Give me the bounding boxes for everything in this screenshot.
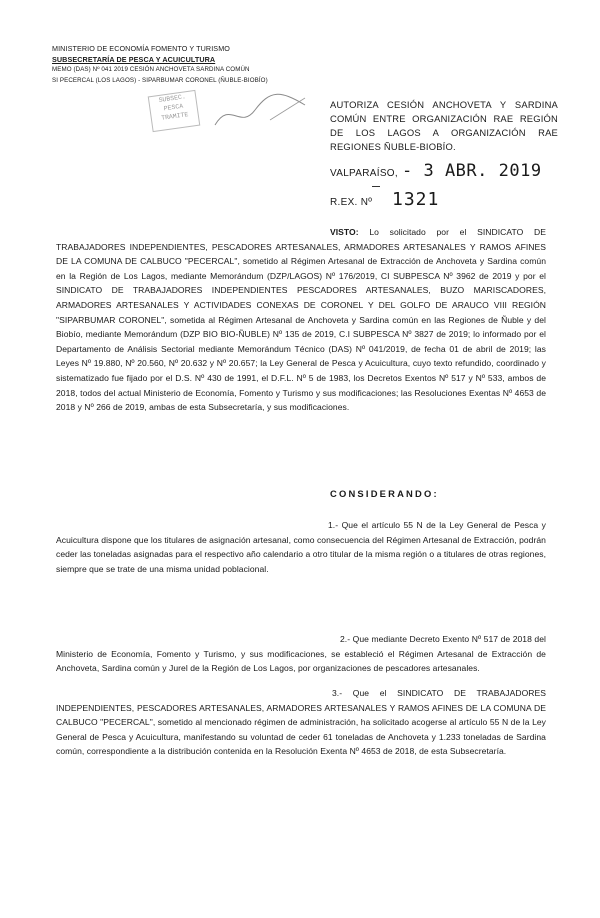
rex-mark (372, 186, 380, 187)
visto-text: Lo solicitado por el SINDICATO DE TRABAJADORES INDEPENDIENTES, PESCADORES ARTESANALES, ARMADORES ARTESANALES Y RAMOS AFINES DE LA COMUNA DE CALBUCO "PECERCAL", sometido al Régimen Artesanal de Extracción de Anchoveta y Sardina común en la Región de Los Lagos, mediante Memorándum (DZP/LAGOS) Nº 176/2019, CI SUBPESCA Nº 3962 de 2019 y por el SINDICATO DE TRABAJADORES INDEPENDIENTES PESCADORES ARTESANALES, BUZO MARISCADORES, ARMADORES ARTESANALES Y ACTIVIDADES CONEXAS DE CORONEL Y DEL GOLFO DE ARAUCO VIII REGIÓN "SIPARBUMAR CORONEL", sometida al Régimen Artesanal de Anchoveta y Sardina común en las Regiones de Ñuble y del Biobío, mediante Memorándum (DZP BIO BIO-ÑUBLE) Nº 135 de 2019, C.I SUBPESCA Nº 3827 de 2019; lo informado por el Departamento de Análisis Sectorial mediante Memorándum Técnico (DAS) Nº 041/2019, de fecha 01 de abril de 2019; las Leyes Nº 19.880, Nº 20.560, Nº 20.632 y Nº 20.657; la Ley General de Pesca y Acuicultura, cuyo texto refundido, coordinado y sistematizado fue fijado por el D.S. Nº 430 de 1991, el D.F.L. Nº 5 de 1983, los Decretos Exentos Nº 517 y Nº 533, ambos de 2018, todos del actual Ministerio de Economía, Fomento y Turismo y sus modificaciones; las Resoluciones Exentas Nº 4653 de 2018 y Nº 266 de 2019, ambas de esta Subsecretaría, y sus modificaciones. (56, 227, 546, 413)
memo-reference-2: SI PECERCAL (LOS LAGOS) - SIPARBUMAR CORONEL (ÑUBLE-BIOBÍO) (52, 76, 268, 84)
visto-lead: VISTO: (330, 227, 359, 237)
rex-number: 1321 (392, 189, 440, 210)
office-stamp: SUBSEC. PESCA TRAMITE (148, 90, 201, 132)
considerando-paragraph-1: 1.- Que el artículo 55 N de la Ley General de Pesca y Acuicultura dispone que los titulares de asignación artesanal, como consecuencia del Régimen Artesanal de Extracción, podrán ceder las toneladas asignadas para el respectivo año calendario a otro titular de la misma región o a titulares de otras regiones, siempre que se trate de una misma unidad poblacional. (56, 520, 546, 574)
considerando-heading: CONSIDERANDO: (330, 488, 439, 499)
undersecretariat-name: SUBSECRETARÍA DE PESCA Y ACUICULTURA (52, 54, 216, 64)
signature-mark (210, 80, 310, 140)
place-label: VALPARAÍSO, (330, 168, 398, 179)
considerando-paragraph-3: 3.- Que el SINDICATO DE TRABAJADORES INDEPENDIENTES, PESCADORES ARTESANALES, ARMADORES ARTESANALES Y RAMOS AFINES DE LA COMUNA DE CALBUCO "PECERCAL", sometido al mencionado régimen de administración, ha solicitado acogerse al artículo 55 N de la Ley General de Pesca y Acuicultura, manifestando su voluntad de ceder 61 toneladas de Anchoveta y 1.233 toneladas de Sardina común, correspondiente a la distribución contenida en la Resolución Exenta Nº 4653 de 2018, de esta Subsecretaría. (56, 688, 546, 757)
memo-reference: MEMO (DAS) Nº 041 2019 CESIÓN ANCHOVETA SARDINA COMÚN (52, 66, 250, 74)
visto-paragraph (56, 225, 546, 415)
considerando-paragraph-2: 2.- Que mediante Decreto Exento Nº 517 de 2018 del Ministerio de Economía, Fomento y Turismo, y sus modificaciones, se estableció el Régimen Artesanal de Extracción de Anchoveta, Sardina común y Jurel de la Región de Los Lagos, por organizaciones de pescadores artesanales. (56, 634, 546, 674)
rex-label: R.EX. Nº (330, 197, 373, 208)
ministry-name: MINISTERIO DE ECONOMÍA FOMENTO Y TURISMO (52, 44, 230, 53)
date-stamp: - 3 ABR. 2019 (402, 161, 542, 181)
resolution-title: AUTORIZA CESIÓN ANCHOVETA Y SARDINA COMÚN ENTRE ORGANIZACIÓN RAE REGIÓN DE LOS LAGOS A ORGANIZACIÓN RAE REGIONES ÑUBLE-BIOBÍO. (330, 99, 558, 152)
